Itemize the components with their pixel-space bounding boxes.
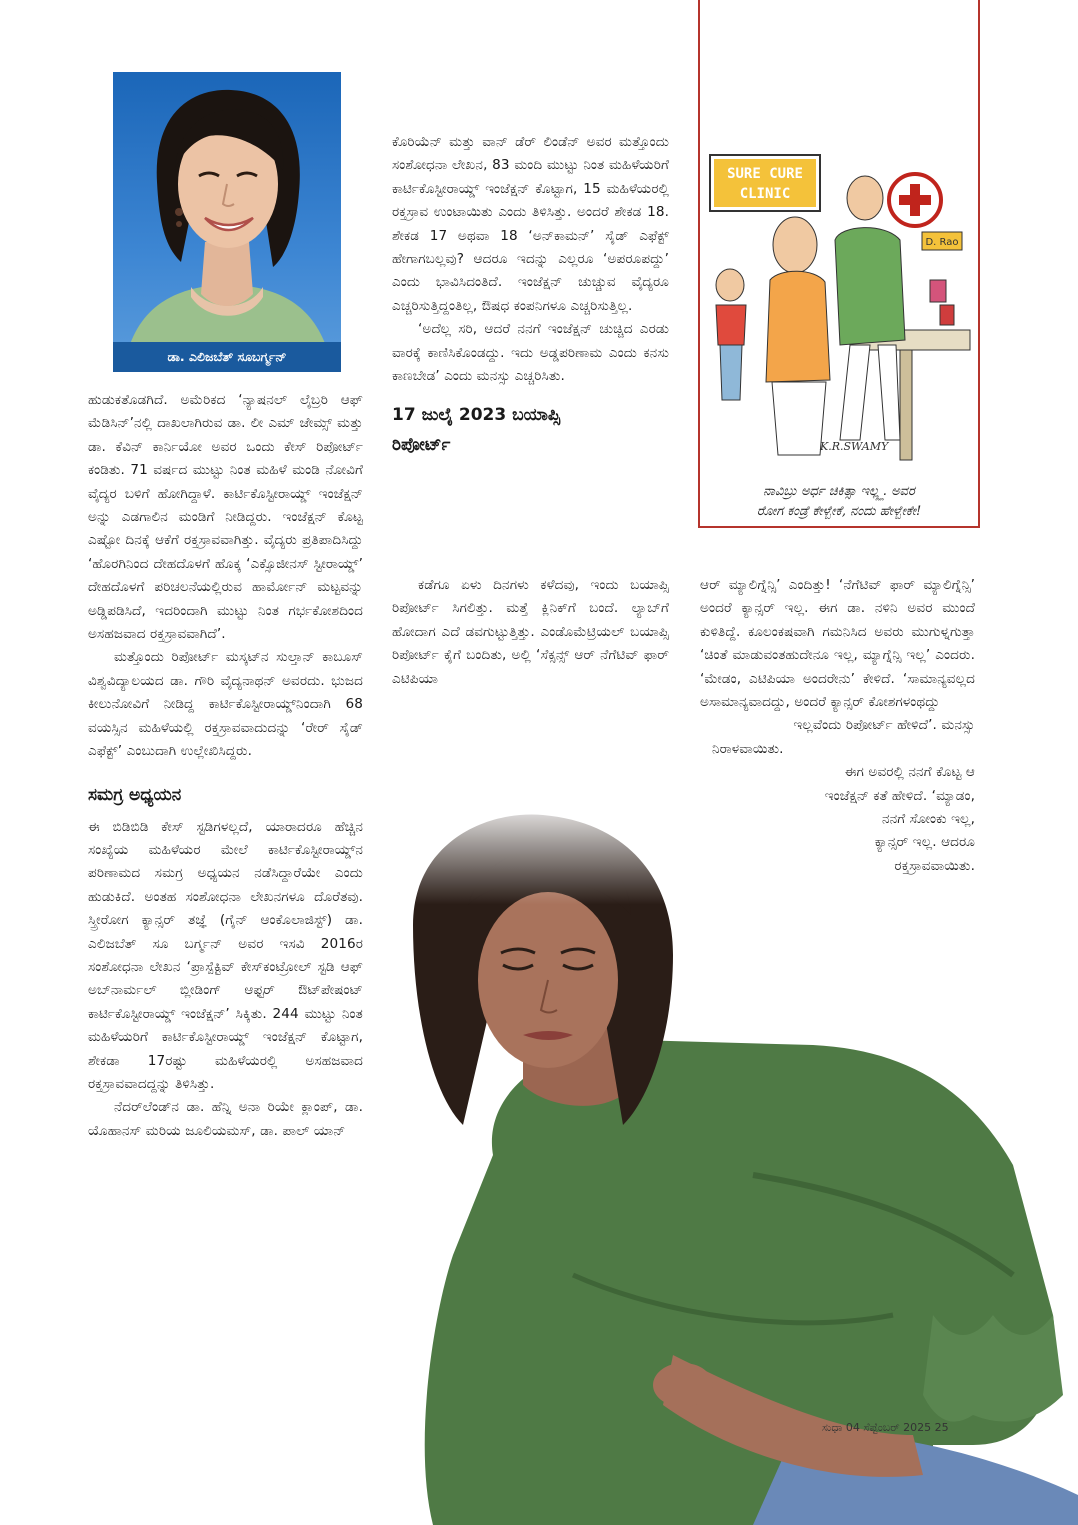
col3-line-c: ಈಗ ಅವರಲ್ಲಿ ನನಗೆ ಕೊಟ್ಟ ಆ	[844, 764, 975, 781]
cartoon-caption-line2: ರೋಗ ಕಂಡ್ರೆ ಕೇಳ್ಬೇಕೆ, ನಂದು ಹೇಳ್ಬೇಕೇ!	[756, 504, 922, 519]
col3-line-g: ರಕ್ತಸ್ರಾವವಾಯಿತು.	[894, 857, 975, 874]
col1-paragraph-2: ಮತ್ತೊಂದು ರಿಪೋರ್ಟ್ ಮಸ್ಕಟ್‌ನ ಸುಲ್ತಾನ್ ಕಾಬೂಸ್ ವಿಶ್ವವಿದ್ಯಾಲಯದ ಡಾ. ಗೌರಿ ವೈದ್ಯನಾಥನ್ ಅವರದು. ಭುಜದ ಕೀಲುನೋವಿಗೆ ನೀಡಿದ್ದ ಕಾರ್ಟಿಕೊಸ್ಟೀರಾಯ್ಡ್‌ನಿಂದಾಗಿ 68 ವಯಸ್ಸಿನ ಮಹಿಳೆಯಲ್ಲಿ ರಕ್ತಸ್ರಾವವಾದುದನ್ನು ‘ರೇರ್ ಸೈಡ್ ಎಫೆಕ್ಟ್’ ಎಂಬುದಾಗಿ ಉಲ್ಲೇಖಿಸಿದ್ದರು.	[88, 649, 363, 760]
col3-line-b: ನಿರಾಳವಾಯಿತು.	[712, 740, 784, 757]
col3-stepped-lines	[700, 714, 975, 878]
col1-paragraph-1: ಹುಡುಕತೊಡಗಿದೆ. ಅಮೆರಿಕದ ‘ನ್ಯಾಷನಲ್ ಲೈಬ್ರರಿ ಆಫ್ ಮೆಡಿಸಿನ್’ನಲ್ಲಿ ದಾಖಲಾಗಿರುವ ಡಾ. ಲೀ ಎಮ್ ಜೇಮ್ಸ್ ಮತ್ತು ಡಾ. ಕೆವಿನ್ ಕಾರ್ನಿಯೋ ಅವರ ಒಂದು ಕೇಸ್ ರಿಪೋರ್ಟ್ ಕಂಡಿತು. 71 ವರ್ಷದ ಮುಟ್ಟು ನಿಂತ ಮಹಿಳೆ ಮಂಡಿ ನೋವಿಗೆ ವೈದ್ಯರ ಬಳಿಗೆ ಹೋಗಿದ್ದಾಳೆ. ಕಾರ್ಟಿಕೊಸ್ಟೀರಾಯ್ಡ್ ಇಂಜೆಕ್ಷನ್ ಅನ್ನು ಎಡಗಾಲಿನ ಮಂಡಿಗೆ ನೀಡಿದ್ದರು. ಇಂಜೆಕ್ಷನ್ ಕೊಟ್ಟ ಎಷ್ಟೋ ದಿನಕ್ಕೆ ಆಕೆಗೆ ರಕ್ತಸ್ರಾವವಾಗಿತ್ತು. ವೈದ್ಯರು ಪ್ರತಿಪಾದಿಸಿದ್ದು ‘ಹೊರಗಿನಿಂದ ದೇಹದೊಳಗೆ ಹೊಕ್ಕ ‘ಎಕ್ಸೊಜೀನಸ್ ಸ್ಟೀರಾಯ್ಡ್’ ದೇಹದೊಳಗೆ ಪರಿಚಲನೆಯಲ್ಲಿರುವ ಹಾರ್ಮೋನ್ ಮಟ್ಟವನ್ನು ಅಡ್ಡಿಪಡಿಸಿದೆ, ಇದರಿಂದಾಗಿ ಮುಟ್ಟು ನಿಂತ ಗರ್ಭಕೋಶದಿಂದ ಅಸಹಜವಾದ ರಕ್ತಸ್ರಾವವಾಗಿದೆ’.	[88, 392, 363, 643]
cartoonist-signature: K.R.SWAMY	[820, 440, 889, 453]
col2-paragraph-2: ‘ಅದೆಲ್ಲ ಸರಿ, ಆದರೆ ನನಗೆ ಇಂಜೆಕ್ಷನ್ ಚುಚ್ಚಿದ ಎರಡು ವಾರಕ್ಕೆ ಕಾಣಿಸಿಕೊಂಡದ್ದು. ಇದು ಅಡ್ಡಪರಿಣಾಮ ಎಂದು ಕನಸು ಕಾಣಬೇಡ’ ಎಂದು ಮನಸ್ಸು ಎಚ್ಚರಿಸಿತು.	[392, 321, 669, 385]
cartoon-box	[698, 0, 980, 528]
col3-line-d: ಇಂಜೆಕ್ಷನ್ ಕತೆ ಹೇಳಿದೆ. ‘ಮ್ಯಾಡಂ,	[824, 787, 975, 804]
col1-paragraph-3: ಈ ಬಿಡಿಬಿಡಿ ಕೇಸ್ ಸ್ಟಡಿಗಳಲ್ಲದೆ, ಯಾರಾದರೂ ಹೆಚ್ಚಿನ ಸಂಖ್ಯೆಯ ಮಹಿಳೆಯರ ಮೇಲೆ ಕಾರ್ಟಿಕೊಸ್ಟೀರಾಯ್ಡ್‌ನ ಪರಿಣಾಮದ ಸಮಗ್ರ ಅಧ್ಯಯನ ನಡೆಸಿದ್ದಾರೆಯೇ ಎಂದು ಹುಡುಕಿದೆ. ಅಂತಹ ಸಂಶೋಧನಾ ಲೇಖನಗಳೂ ದೊರೆತವು. ಸ್ತ್ರೀರೋಗ ಕ್ಯಾನ್ಸರ್ ತಜ್ಞೆ (ಗೈನ್ ಆಂಕೊಲಾಜಿಸ್ಟ್) ಡಾ. ಎಲಿಜಬೆತ್ ಸೂ ಬರ್ಗ್ಮನ್ ಅವರ ಇಸವಿ 2016ರ ಸಂಶೋಧನಾ ಲೇಖನ ‘ಪ್ರಾಸ್ಪೆಕ್ಟಿವ್ ಕೇಸ್‌ಕಂಟ್ರೋಲ್ ಸ್ಟಡಿ ಆಫ್ ಅಬ್‌ನಾರ್ಮಲ್ ಬ್ಲೀಡಿಂಗ್ ಆಫ್ಟರ್ ಔಟ್‌ಪೇಷಂಟ್ ಕಾರ್ಟಿಕೊಸ್ಟೀರಾಯ್ಡ್ ಇಂಜೆಕ್ಷನ್’ ಸಿಕ್ಕಿತು. 244 ಮುಟ್ಟು ನಿಂತ ಮಹಿಳೆಯರಿಗೆ ಕಾರ್ಟಿಕೊಸ್ಟೀರಾಯ್ಡ್ ಇಂಜೆಕ್ಷನ್ ಕೊಟ್ಟಾಗ, ಶೇಕಡಾ 17ರಷ್ಟು ಮಹಿಳೆಯರಲ್ಲಿ ಅಸಹಜವಾದ ರಕ್ತಸ್ರಾವವಾದದ್ದನ್ನು ತಿಳಿಸಿತ್ತು.	[88, 818, 363, 1092]
col2-paragraph-1: ಕೊರಿಯೆನ್ ಮತ್ತು ವಾನ್ ಡೆರ್ ಲಿಂಡೆನ್ ಅವರ ಮತ್ತೊಂದು ಸಂಶೋಧನಾ ಲೇಖನ, 83 ಮಂದಿ ಮುಟ್ಟು ನಿಂತ ಮಹಿಳೆಯರಿಗೆ ಕಾರ್ಟಿಕೊಸ್ಟೀರಾಯ್ಡ್ ಇಂಜೆಕ್ಷನ್ ಕೊಟ್ಟಾಗ, 15 ಮಹಿಳೆಯರಲ್ಲಿ ರಕ್ತಸ್ರಾವ ಉಂಟಾಯಿತು ಎಂದು ತಿಳಿಸಿತ್ತು. ಅಂದರೆ ಶೇಕಡ 18. ಶೇಕಡ 17 ಅಥವಾ 18 ‘ಅನ್‌ಕಾಮನ್’ ಸೈಡ್ ಎಫೆಕ್ಟ್ ಹೇಗಾಗಬಲ್ಲವು? ಆದರೂ ಇದನ್ನು ಎಲ್ಲರೂ ‘ಅಪರೂಪದ್ದು’ ಎಂದು ಭಾವಿಸಿದಂತಿದೆ. ಇಂಜೆಕ್ಷನ್ ಚುಚ್ಚುವ ವೈದ್ಯರೂ ಎಚ್ಚರಿಸುತ್ತಿದ್ದಂತಿಲ್ಲ, ಔಷಧ ಕಂಪನಿಗಳೂ ಎಚ್ಚರಿಸುತ್ತಿಲ್ಲ.	[392, 134, 669, 314]
cartoon-caption	[708, 482, 970, 522]
page-footer: ಸುಧಾ 04 ಸೆಪ್ಟೆಂಬರ್ 2025 25	[822, 1421, 949, 1434]
cartoon-illustration	[700, 0, 978, 470]
col3-line-e: ನನಗೆ ಸೋಂಕು ಇಲ್ಲ,	[881, 811, 975, 828]
portrait-caption: ಡಾ. ಎಲಿಜಬೆತ್ ಸೂಬರ್ಗ್ಮನ್	[113, 342, 341, 372]
col3-paragraph-1: ಆರ್ ಮ್ಯಾಲಿಗ್ನೆನ್ಸಿ’ ಎಂದಿತ್ತು! ‘ನೆಗೆಟಿವ್ ಫಾರ್ ಮ್ಯಾಲಿಗ್ನೆನ್ಸಿ’ ಅಂದರೆ ಕ್ಯಾನ್ಸರ್ ಇಲ್ಲ. ಈಗ ಡಾ. ನಳಿನಿ ಅವರ ಮುಂದೆ ಕುಳಿತಿದ್ದೆ. ಕೂಲಂಕಷವಾಗಿ ಗಮನಿಸಿದ ಅವರು ಮುಗುಳ್ನಗುತ್ತಾ ‘ಚಿಂತೆ ಮಾಡುವಂತಹುದೇನೂ ಇಲ್ಲ, ಮ್ಯಾಗ್ನೆನ್ಸಿ ಇಲ್ಲ’ ಎಂದರು. ‘ಮೇಡಂ, ಎಟಿಪಿಯಾ ಅಂದರೇನು’ ಕೇಳಿದೆ. ‘ಸಾಮಾನ್ಯವಲ್ಲದ ಅಸಾಮಾನ್ಯವಾದದ್ದು, ಅಂದರೆ ಕ್ಯಾನ್ಸರ್ ಕೋಶಗಳಂಥದ್ದು	[700, 577, 975, 711]
col3-line-f: ಕ್ಯಾನ್ಸರ್ ಇಲ್ಲ. ಆದರೂ	[874, 834, 975, 851]
column-2	[392, 131, 669, 460]
woman-illustration	[373, 795, 1078, 1525]
col1-paragraph-4: ನೆದರ್‌ಲೆಂಡ್‌ನ ಡಾ. ಹೆನ್ನಿ ಅನಾ ರಿಯೇ ಕ್ಲಾಂಪ್, ಡಾ. ಯೊಹಾನಸ್ ಮರಿಯ ಜೂಲಿಯಮಸ್, ಡಾ. ಪಾಲ್ ಯಾನ್	[88, 1099, 363, 1139]
section-heading-biopsy-date: 17 ಜುಲೈ 2023 ಬಯಾಪ್ಸಿ	[392, 405, 561, 426]
portrait-illustration	[113, 72, 341, 372]
column-1	[88, 389, 363, 1143]
doctor-plate: D. Rao	[925, 237, 959, 248]
col2-paragraph-3: ಕಡೆಗೂ ಏಳು ದಿನಗಳು ಕಳೆದವು, ಇಂದು ಬಯಾಪ್ಸಿ ರಿಪೋರ್ಟ್ ಸಿಗಲಿತ್ತು. ಮತ್ತೆ ಕ್ಲಿನಿಕ್‌ಗೆ ಬಂದೆ. ಲ್ಯಾಬ್‌ಗೆ ಹೋದಾಗ ಎದೆ ಡವಗುಟ್ಟುತ್ತಿತ್ತು. ಎಂಡೊಮೆಟ್ರಿಯಲ್ ಬಯಾಪ್ಸಿ ರಿಪೋರ್ಟ್ ಕೈಗೆ ಬಂದಿತು, ಅಲ್ಲಿ ‘ಸೆಕ್ಸನ್ಸ್ ಆರ್ ನೆಗೆಟಿವ್ ಫಾರ್ ಎಟಿಪಿಯಾ	[392, 577, 669, 687]
column-3	[700, 574, 975, 878]
cartoon-caption-line1: ನಾವಿಬ್ರು ಅರ್ಧ ಚಿಕಿತ್ಸಾ ಇಲ್ಲ್ಲ್ಲ. ಅವರ	[763, 484, 915, 499]
col3-line-a: ಇಲ್ಲವೆಂದು ರಿಪೋರ್ಟ್ ಹೇಳಿದೆ’. ಮನಸ್ಸು	[793, 717, 975, 734]
svg-text:CLINIC: CLINIC	[739, 186, 791, 202]
column-2-continued	[392, 574, 669, 691]
clinic-sign-text: SURE CURE	[727, 166, 803, 182]
portrait-photo	[113, 72, 341, 372]
section-heading-biopsy-report: ರಿಪೋರ್ಟ್	[392, 435, 451, 456]
woman-photo	[373, 795, 1078, 1525]
section-heading-comprehensive-study: ಸಮಗ್ರ ಅಧ್ಯಯನ	[88, 784, 182, 805]
